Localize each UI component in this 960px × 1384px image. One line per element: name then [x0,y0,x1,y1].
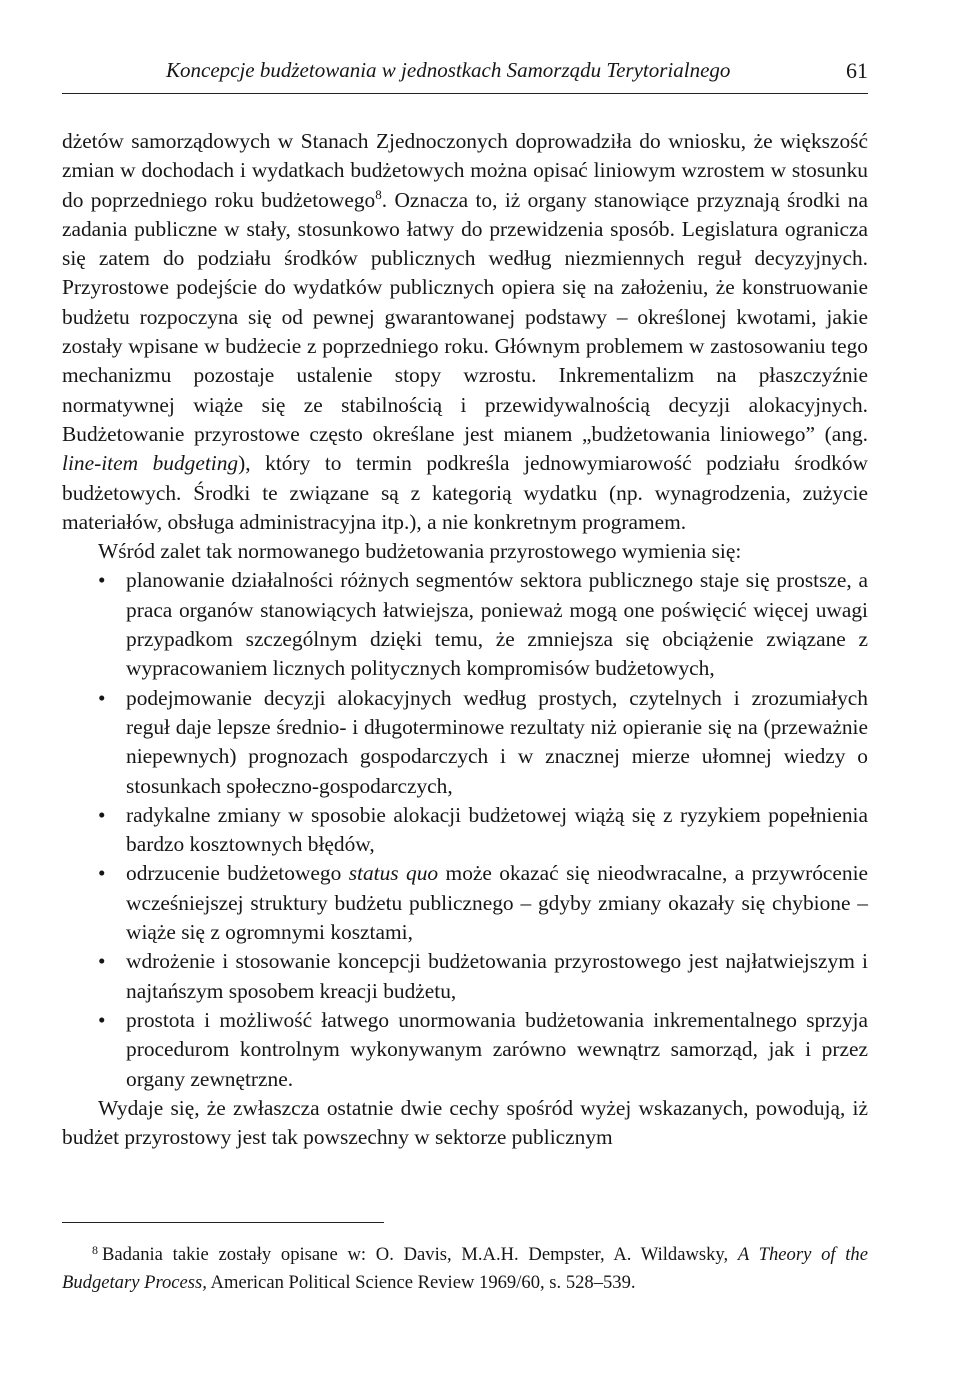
paragraph-text: dżetów samorządowych w Stanach Zjednoczonych doprowadziła do wniosku, że większość zmian w dochodach i wydatkach budżetowych można opisać liniowym wzrostem w stosunku do poprzedniego roku budżetowego [62,129,868,212]
body-text [62,127,868,1152]
advantages-list [62,566,868,1093]
footnote-title: A Theory of the Budgetary Process, [62,1244,868,1293]
footnote-text: Badania takie zostały opisane w: O. Davis, M.A.H. Dempster, A. Wildawsky, [102,1244,738,1265]
header-rule [62,93,868,94]
italic-term: line-item budgeting [62,451,239,476]
list-item-text: wdrożenie i stosowanie koncepcji budżetowania przyrostowego jest najłatwiejszym i najtańszym sposobem kreacji budżetu, [126,949,868,1003]
list-item [62,684,868,801]
footnote-text: American Political Science Review 1969/60, s. 528–539. [206,1272,636,1293]
list-item-text: radykalne zmiany w sposobie alokacji budżetowej wiążą się z ryzykiem popełnienia bardzo kosztownych błędów, [126,802,868,857]
footnote [62,1236,868,1297]
list-intro: Wśród zalet tak normowanego budżetowania przyrostowego wymienia się: [98,539,742,564]
running-title: Koncepcje budżetowania w jednostkach Samorządu Terytorialnego [166,58,731,82]
list-item [62,1006,868,1094]
bullet-icon: • [98,861,106,886]
italic-term: status quo [348,861,439,886]
list-item-text: może okazać się nieodwracalne, a przywrócenie wcześniejszej struktury budżetu publicznego – gdyby zmiany okazały się chybione – wiąże się z ogromnymi kosztami, [126,861,869,945]
bullet-icon: • [98,1007,106,1032]
list-item-text: odrzucenie budżetowego [126,861,349,886]
bullet-icon: • [98,568,106,593]
list-item-text: podejmowanie decyzji alokacyjnych według prostych, czytelnych i zrozumiałych reguł daje lepsze średnio- i długoterminowe rezultaty niż opieranie się na (przeważnie niepewnych) prognozach gospodarczych i w znacznej mierze ułomnej wiedzy o stosunkach społeczno-gospodarczych, [126,685,868,798]
list-item [62,859,868,947]
list-item-text: planowanie działalności różnych segmentów sektora publicznego staje się prostsze, a praca organów stanowiących łatwiejsza, ponieważ mogą one poświęcić więcej uwagi przypadkom szczególnym dzięki temu, że zmniejsza się obciążenie związane z wypracowaniem licznych politycznych kompromisów budżetowych, [126,568,868,681]
bullet-icon: • [98,802,106,827]
paragraph [62,127,868,537]
page-number: 61 [846,58,868,83]
closing-paragraph: Wydaje się, że zwłaszcza ostatnie dwie cechy spośród wyżej wskazanych, powodują, iż budżet przyrostowy jest tak powszechny w sektorze publicznym [62,1095,868,1150]
list-item-text: prostota i możliwość łatwego unormowania budżetowania inkrementalnego sprzyja procedurom kontrolnym wykonywanym zarówno wewnątrz samorząd, jak i przez organy zewnętrzne. [126,1007,868,1091]
page-header [62,58,868,90]
paragraph-text: ), który to termin podkreśla jednowymiarowość podziału środków budżetowych. Środki te związane są z kategorią wydatku (np. wynagrodzenia, zużycie materiałów, obsługa administracyjna itp.), a nie konkretnym programem. [62,451,868,534]
list-item [62,947,868,1006]
list-item [62,566,868,683]
footnote-rule [62,1222,384,1223]
list-item [62,801,868,860]
bullet-icon: • [98,949,106,974]
footnote-reference: 8 [375,186,382,202]
bullet-icon: • [98,685,106,710]
paragraph-text: . Oznacza to, iż organy stanowiące przyznają środki na zadania publiczne w stały, stosunkowo łatwy do przewidzenia sposób. Legislatura ogranicza się zatem do podziału środków publicznych według niezmiennych reguł decyzyjnych. Przyrostowe podejście do wydatków publicznych opiera się na założeniu, że konstruowanie budżetu rozpoczyna się od pewnej gwarantowanej podstawy – określonej kwotami, jakie zostały wpisane w budżecie z poprzedniego roku. Głównym problemem w zastosowaniu tego mechanizmu pozostaje ustalenie stopy wzrostu. Inkrementalizm na płaszczyźnie normatywnej wiąże się ze stabilnością i przewidywalnością decyzji alokacyjnych. Budżetowanie przyrostowe często określane jest mianem „budżetowania liniowego” (ang. [62,187,869,446]
footnote-number: 8 [92,1243,98,1257]
